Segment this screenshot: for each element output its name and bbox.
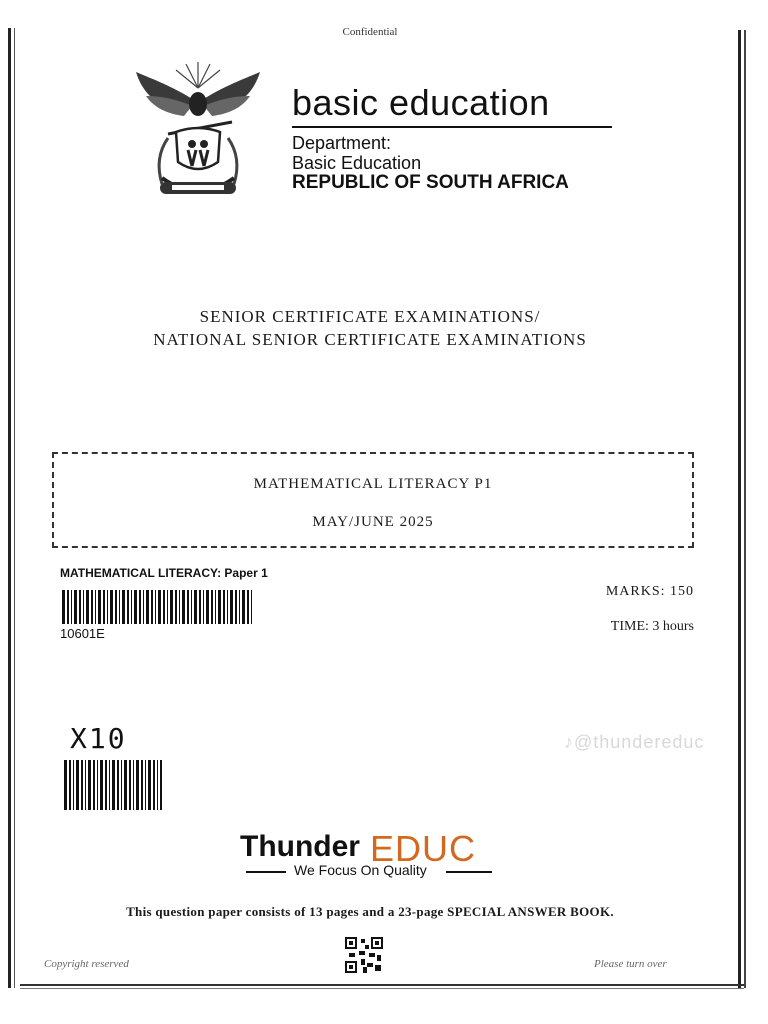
barcode-bar — [79, 590, 81, 624]
page-border-bottom-inner — [20, 988, 744, 989]
barcode-bar — [223, 590, 225, 624]
barcode-bar — [91, 590, 93, 624]
logo-thunder-text: Thunder — [240, 830, 360, 863]
barcode-bar — [115, 590, 117, 624]
barcode-bar — [145, 760, 146, 810]
barcode-bar — [83, 590, 84, 624]
subject-box — [52, 452, 694, 548]
barcode-bar — [93, 760, 95, 810]
barcode-bar — [98, 590, 101, 624]
barcode-bar — [133, 760, 134, 810]
barcode-bar — [64, 760, 67, 810]
barcode-bar — [160, 760, 162, 810]
exam-heading-line1: SENIOR CERTIFICATE EXAMINATIONS/ — [199, 307, 541, 326]
confidential-label: Confidential — [342, 26, 398, 38]
barcode-bar — [251, 590, 252, 624]
barcode-bar — [151, 590, 153, 624]
barcode-bar — [227, 590, 228, 624]
barcode-bar — [103, 590, 105, 624]
barcode-bar — [155, 590, 156, 624]
brand-underline — [292, 126, 612, 128]
barcode-bar — [167, 590, 168, 624]
barcode-bar — [109, 760, 110, 810]
page-border-right — [738, 30, 741, 988]
barcode-bar — [230, 590, 233, 624]
turn-over-note: Please turn over — [594, 958, 667, 970]
barcode-bar — [62, 590, 65, 624]
dept-name: Basic Education — [292, 153, 422, 173]
country-name: REPUBLIC OF SOUTH AFRICA — [292, 172, 569, 193]
marks-total: MARKS: 150 — [605, 584, 694, 599]
barcode-bar — [242, 590, 245, 624]
paper-code: 10601E — [60, 626, 105, 641]
exam-heading-line2: NATIONAL SENIOR CERTIFICATE EXAMINATIONS — [153, 330, 587, 349]
page-border-right-inner — [744, 30, 746, 988]
batch-barcode — [64, 760, 162, 810]
barcode-bar — [110, 590, 113, 624]
logo-educ-text: EDUC — [370, 828, 477, 869]
barcode-bar — [129, 760, 131, 810]
barcode-bar — [127, 590, 129, 624]
page-count-note: This question paper consists of 13 pages and a 23-page SPECIAL ANSWER BOOK. — [126, 904, 614, 919]
barcode-bar — [194, 590, 197, 624]
barcode-bar — [124, 760, 127, 810]
barcode-bar — [69, 760, 71, 810]
barcode-bar — [112, 760, 115, 810]
barcode-bar — [71, 590, 72, 624]
barcode-bar — [81, 760, 83, 810]
barcode-bar — [182, 590, 185, 624]
barcode-bar — [88, 760, 91, 810]
barcode-bar — [199, 590, 201, 624]
barcode-bar — [187, 590, 189, 624]
logo-rule-left — [246, 871, 286, 873]
barcode-bar — [235, 590, 237, 624]
thundereduc-logo — [240, 830, 500, 880]
paper-barcode — [62, 590, 252, 624]
paper-label: MATHEMATICAL LITERACY: Paper 1 — [60, 566, 268, 580]
barcode-bar — [85, 760, 86, 810]
coat-of-arms-icon — [132, 58, 264, 206]
barcode-bar — [67, 590, 69, 624]
barcode-bar — [131, 590, 132, 624]
watermark-text: ♪@thundereduc — [564, 732, 705, 752]
barcode-bar — [206, 590, 209, 624]
barcode-bar — [163, 590, 165, 624]
barcode-bar — [76, 760, 79, 810]
barcode-bar — [86, 590, 89, 624]
barcode-bar — [74, 590, 77, 624]
barcode-bar — [136, 760, 139, 810]
qr-code-icon — [345, 937, 383, 973]
barcode-bar — [139, 590, 141, 624]
barcode-bar — [134, 590, 137, 624]
barcode-bar — [203, 590, 204, 624]
barcode-bar — [119, 590, 120, 624]
barcode-bar — [146, 590, 149, 624]
barcode-bar — [143, 590, 144, 624]
brand-title: basic education — [292, 82, 550, 123]
dept-label: Department: — [292, 133, 392, 153]
page-border-bottom — [20, 984, 744, 986]
barcode-bar — [121, 760, 122, 810]
batch-code: X10 — [70, 722, 127, 755]
barcode-bar — [247, 590, 249, 624]
barcode-bar — [218, 590, 221, 624]
barcode-bar — [107, 590, 108, 624]
barcode-bar — [179, 590, 180, 624]
barcode-bar — [141, 760, 143, 810]
barcode-bar — [175, 590, 177, 624]
barcode-bar — [158, 590, 161, 624]
barcode-bar — [95, 590, 96, 624]
barcode-bar — [215, 590, 216, 624]
time-allowed: TIME: 3 hours — [610, 619, 694, 634]
barcode-bar — [239, 590, 240, 624]
subject-name: MATHEMATICAL LITERACY P1 — [253, 476, 493, 492]
barcode-bar — [211, 590, 213, 624]
barcode-bar — [191, 590, 192, 624]
copyright-note: Copyright reserved — [44, 958, 129, 970]
barcode-bar — [122, 590, 125, 624]
barcode-bar — [100, 760, 103, 810]
page-border-left — [8, 28, 11, 988]
barcode-bar — [105, 760, 107, 810]
logo-tagline: We Focus On Quality — [294, 862, 427, 878]
barcode-bar — [157, 760, 158, 810]
barcode-bar — [148, 760, 151, 810]
barcode-bar — [73, 760, 74, 810]
barcode-bar — [153, 760, 155, 810]
barcode-bar — [97, 760, 98, 810]
logo-rule-right — [446, 871, 492, 873]
exam-session: MAY/JUNE 2025 — [312, 514, 434, 530]
page-border-left-inner — [14, 28, 15, 988]
barcode-bar — [117, 760, 119, 810]
barcode-bar — [170, 590, 173, 624]
